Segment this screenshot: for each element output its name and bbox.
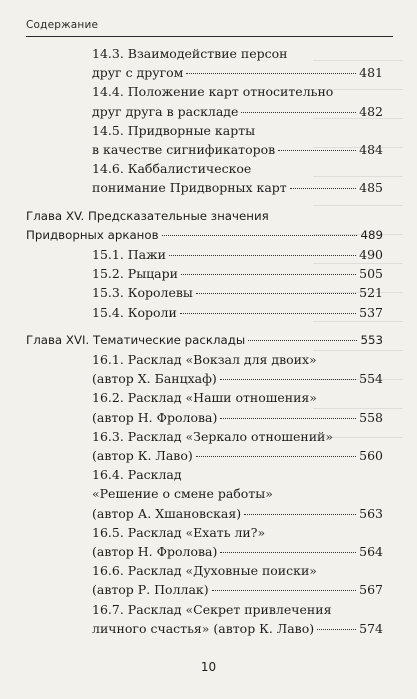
dot-leader: [181, 274, 356, 275]
table-of-contents: [26, 44, 383, 638]
toc-section-entry[interactable]: [26, 388, 383, 426]
toc-page-number: 482: [359, 103, 383, 119]
running-header: Содержание: [26, 19, 99, 31]
toc-section-entry[interactable]: [26, 465, 383, 523]
toc-section-entry[interactable]: [26, 283, 383, 302]
toc-entry-title-line: 16.2. Расклад «Наши отношения»: [92, 390, 317, 406]
toc-page-number: 481: [359, 65, 383, 81]
toc-entry-title-line: 16.7. Расклад «Секрет привлечения: [92, 601, 332, 617]
toc-page-number: 521: [359, 285, 383, 301]
dot-leader: [169, 255, 356, 256]
toc-section-entry[interactable]: [26, 159, 383, 197]
toc-entry-title-line: 16.6. Расклад «Духовные поиски»: [92, 563, 317, 579]
toc-entry-title-line: Придворных арканов: [26, 227, 159, 242]
toc-page-number: 553: [360, 332, 383, 347]
toc-entry-title-line: Глава XVI. Тематические расклады: [26, 332, 246, 347]
toc-entry-title-line: (автор К. Лаво): [92, 448, 193, 464]
toc-page-number: 554: [359, 371, 383, 387]
toc-entry-title-line: 16.4. Расклад: [92, 467, 182, 483]
dot-leader: [278, 150, 356, 151]
toc-section-entry[interactable]: [26, 44, 383, 82]
toc-chapter-entry[interactable]: [26, 207, 383, 245]
toc-entry-title-line: друг друга в раскладе: [92, 103, 239, 119]
toc-entry-title-line: 14.3. Взаимодействие персон: [92, 46, 288, 61]
toc-page-number: 558: [359, 409, 383, 425]
toc-entry-title-line: в качестве сигнификаторов: [92, 142, 276, 158]
toc-section-entry[interactable]: [26, 427, 383, 465]
toc-entry-title-line: 14.6. Каббалистическое: [92, 161, 252, 177]
dot-leader: [241, 112, 356, 113]
toc-section-entry[interactable]: [26, 264, 383, 283]
toc-entry-title-line: друг с другом: [92, 65, 184, 81]
toc-entry-title-line: (автор Н. Фролова): [92, 544, 218, 560]
toc-section-entry[interactable]: [26, 121, 383, 159]
header-divider: [26, 36, 393, 37]
toc-section-entry[interactable]: [26, 245, 383, 264]
toc-section-entry[interactable]: [26, 561, 383, 599]
toc-entry-title-line: 16.3. Расклад «Зеркало отношений»: [92, 428, 334, 444]
toc-entry-title-line: 16.1. Расклад «Вокзал для двоих»: [92, 352, 317, 368]
toc-page-number: 505: [359, 266, 383, 282]
dot-leader: [212, 590, 357, 591]
toc-page-number: 484: [359, 142, 383, 158]
toc-entry-title-line: (автор А. Хшановская): [92, 505, 242, 521]
toc-section-entry[interactable]: [26, 523, 383, 542]
toc-page-number: 485: [359, 180, 383, 196]
toc-entry-title-line: Глава XV. Предсказательные значения: [26, 208, 269, 223]
dot-leader: [196, 293, 356, 294]
toc-entry-title-line: 15.1. Пажи: [92, 247, 166, 263]
toc-page-number: 537: [359, 304, 383, 320]
toc-chapter-entry[interactable]: [26, 331, 383, 350]
toc-page-number: 489: [360, 227, 383, 242]
toc-entry-title-line: (автор Х. Банцхаф): [92, 371, 217, 387]
toc-entry-title-line: 16.5. Расклад «Ехать ли?»: [92, 524, 266, 540]
toc-page-number: 564: [359, 544, 383, 560]
dot-leader: [220, 552, 356, 553]
toc-page-number: 563: [359, 505, 383, 521]
toc-page-number: 490: [359, 247, 383, 263]
dot-leader: [196, 456, 356, 457]
dot-leader: [244, 514, 356, 515]
page-number: 10: [200, 660, 217, 674]
toc-entry-title-line: 15.3. Королевы: [92, 285, 193, 301]
toc-entry-title-line: 14.5. Придворные карты: [92, 122, 256, 138]
toc-page-number: 560: [359, 448, 383, 464]
dot-leader: [220, 418, 356, 419]
dot-leader: [248, 340, 357, 341]
toc-section-entry[interactable]: [26, 600, 383, 638]
toc-section-entry[interactable]: [26, 303, 383, 322]
dot-leader: [317, 629, 356, 630]
toc-entry-title-line: 15.4. Короли: [92, 304, 177, 320]
toc-entry-title-line: 14.4. Положение карт относительно: [92, 84, 334, 100]
toc-section-entry[interactable]: [26, 542, 383, 561]
toc-section-entry[interactable]: [26, 82, 383, 120]
toc-entry-title-line: понимание Придворных карт: [92, 180, 287, 196]
dot-leader: [220, 379, 356, 380]
dot-leader: [186, 73, 356, 74]
toc-section-entry[interactable]: [26, 350, 383, 388]
toc-entry-title-line: 15.2. Рыцари: [92, 266, 178, 282]
dot-leader: [290, 188, 356, 189]
dot-leader: [162, 235, 358, 236]
toc-page-number: 567: [359, 582, 383, 598]
toc-entry-title-line: личного счастья» (автор К. Лаво): [92, 620, 315, 636]
dot-leader: [180, 313, 356, 314]
toc-page-number: 574: [359, 620, 383, 636]
toc-entry-title-line: «Решение о смене работы»: [92, 486, 273, 502]
toc-entry-title-line: (автор Н. Фролова): [92, 409, 218, 425]
toc-entry-title-line: (автор Р. Поллак): [92, 582, 209, 598]
